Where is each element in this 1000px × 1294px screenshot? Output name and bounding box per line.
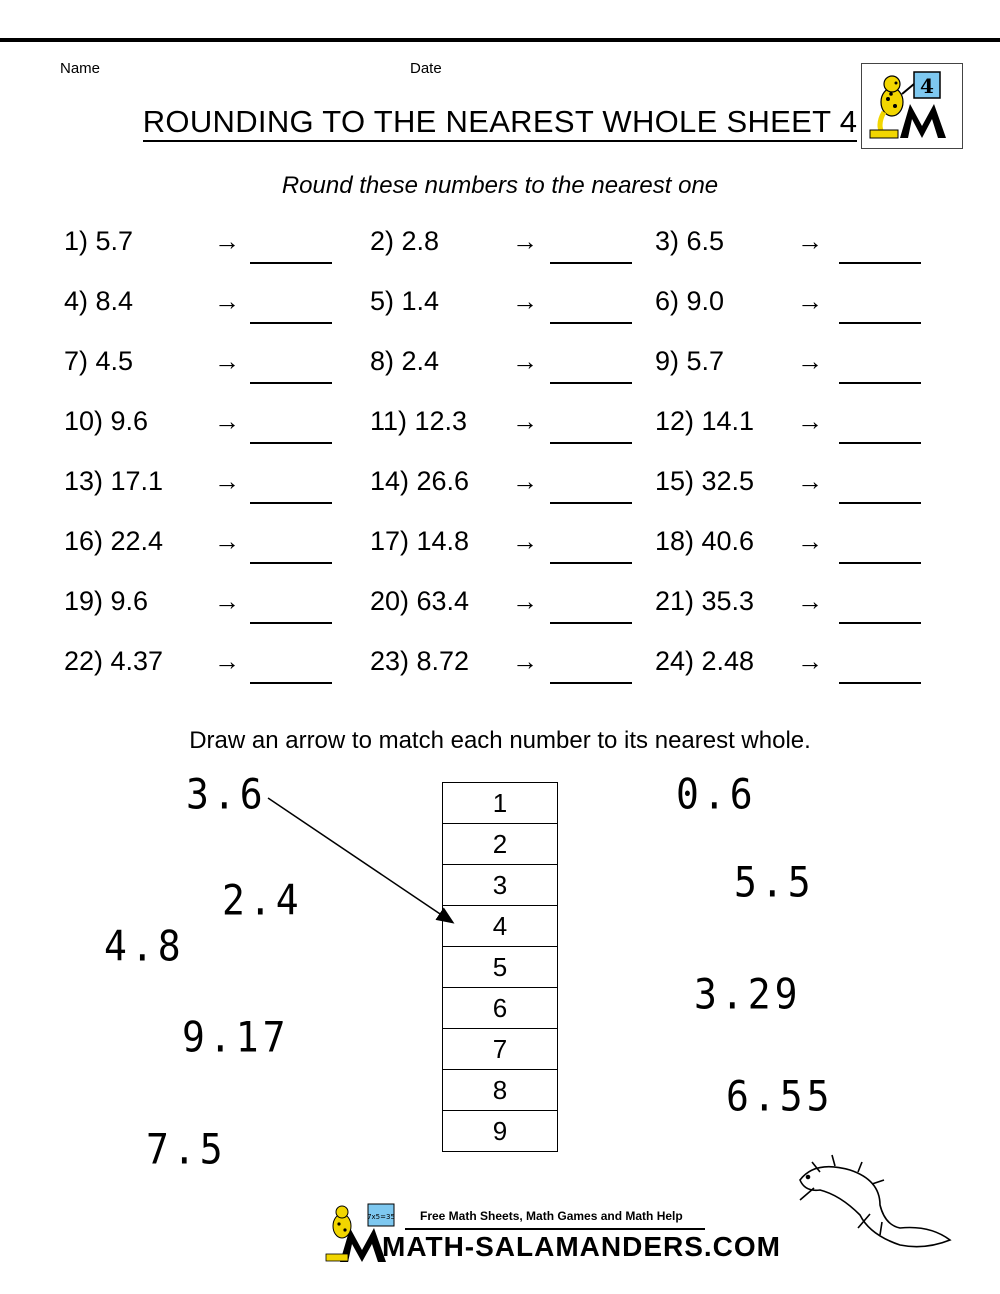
question-label: 18) 40.6 xyxy=(655,526,755,556)
instructions: Round these numbers to the nearest one xyxy=(281,172,719,199)
whole-cell[interactable]: 1 xyxy=(443,783,557,824)
right-arrow-icon: → xyxy=(797,226,823,256)
question-label: 14) 26.6 xyxy=(370,466,470,496)
whole-cell[interactable]: 2 xyxy=(443,824,557,865)
match-number[interactable]: 9.17 xyxy=(182,1012,290,1062)
right-arrow-icon: → xyxy=(214,646,240,676)
question-label: 19) 9.6 xyxy=(64,586,149,616)
example-arrow-line xyxy=(268,798,452,922)
match-number[interactable]: 5.5 xyxy=(734,857,815,907)
right-arrow-icon: → xyxy=(214,526,240,556)
right-arrow-icon: → xyxy=(214,406,240,436)
right-arrow-icon: → xyxy=(797,466,823,496)
right-arrow-icon: → xyxy=(512,466,538,496)
match-number[interactable]: 2.4 xyxy=(222,875,303,925)
question-label: 4) 8.4 xyxy=(64,286,134,316)
right-arrow-icon: → xyxy=(214,466,240,496)
question-label: 11) 12.3 xyxy=(370,406,468,436)
salamander-drawing xyxy=(800,1155,950,1247)
right-arrow-icon: → xyxy=(797,406,823,436)
logo-number: 4 xyxy=(920,74,934,98)
whole-cell[interactable]: 4 xyxy=(443,906,557,947)
question-label: 10) 9.6 xyxy=(64,406,149,436)
right-arrow-icon: → xyxy=(797,646,823,676)
question-label: 23) 8.72 xyxy=(370,646,470,676)
right-arrow-icon: → xyxy=(797,586,823,616)
question-label: 7) 4.5 xyxy=(64,346,134,376)
right-arrow-icon: → xyxy=(214,586,240,616)
footer-rule xyxy=(405,1228,705,1230)
question-label: 1) 5.7 xyxy=(64,226,134,256)
whole-cell[interactable]: 3 xyxy=(443,865,557,906)
right-arrow-icon: → xyxy=(214,226,240,256)
question-label: 20) 63.4 xyxy=(370,586,470,616)
question-label: 21) 35.3 xyxy=(655,586,755,616)
right-arrow-icon: → xyxy=(512,286,538,316)
right-arrow-icon: → xyxy=(512,346,538,376)
matching-instruction: Draw an arrow to match each number to its nearest whole. xyxy=(189,727,811,754)
match-number[interactable]: 3.29 xyxy=(694,969,802,1019)
match-number[interactable]: 3.6 xyxy=(186,769,267,819)
match-number[interactable]: 6.55 xyxy=(726,1071,834,1121)
name-label: Name xyxy=(60,60,101,77)
question-label: 16) 22.4 xyxy=(64,526,164,556)
question-label: 22) 4.37 xyxy=(64,646,164,676)
right-arrow-icon: → xyxy=(214,346,240,376)
right-arrow-icon: → xyxy=(797,286,823,316)
whole-cell[interactable]: 6 xyxy=(443,988,557,1029)
right-arrow-icon: → xyxy=(512,226,538,256)
match-number[interactable]: 4.8 xyxy=(104,921,185,971)
right-arrow-icon: → xyxy=(512,526,538,556)
right-arrow-icon: → xyxy=(214,286,240,316)
date-label: Date xyxy=(410,60,442,77)
question-label: 3) 6.5 xyxy=(655,226,725,256)
footer-site-link[interactable]: MATH-SALAMANDERS.COM xyxy=(382,1231,781,1262)
question-label: 2) 2.8 xyxy=(370,226,440,256)
question-label: 5) 1.4 xyxy=(370,286,440,316)
question-label: 6) 9.0 xyxy=(655,286,725,316)
footer-logo-text: 7x5=35 xyxy=(367,1213,395,1221)
question-label: 13) 17.1 xyxy=(64,466,164,496)
footer-tagline: Free Math Sheets, Math Games and Math Help xyxy=(420,1209,683,1223)
right-arrow-icon: → xyxy=(512,646,538,676)
question-label: 12) 14.1 xyxy=(655,406,755,436)
question-label: 24) 2.48 xyxy=(655,646,755,676)
match-number[interactable]: 0.6 xyxy=(676,769,757,819)
right-arrow-icon: → xyxy=(512,586,538,616)
question-label: 9) 5.7 xyxy=(655,346,725,376)
question-label: 8) 2.4 xyxy=(370,346,440,376)
whole-cell[interactable]: 5 xyxy=(443,947,557,988)
right-arrow-icon: → xyxy=(797,526,823,556)
right-arrow-icon: → xyxy=(512,406,538,436)
question-label: 15) 32.5 xyxy=(655,466,755,496)
question-label: 17) 14.8 xyxy=(370,526,470,556)
right-arrow-icon: → xyxy=(797,346,823,376)
page-title-text: ROUNDING TO THE NEAREST WHOLE SHEET 4 xyxy=(143,104,858,142)
match-number[interactable]: 7.5 xyxy=(146,1124,227,1174)
whole-cell[interactable]: 9 xyxy=(492,1116,508,1146)
whole-cell[interactable]: 7 xyxy=(443,1029,557,1070)
whole-cell[interactable]: 8 xyxy=(443,1070,557,1111)
